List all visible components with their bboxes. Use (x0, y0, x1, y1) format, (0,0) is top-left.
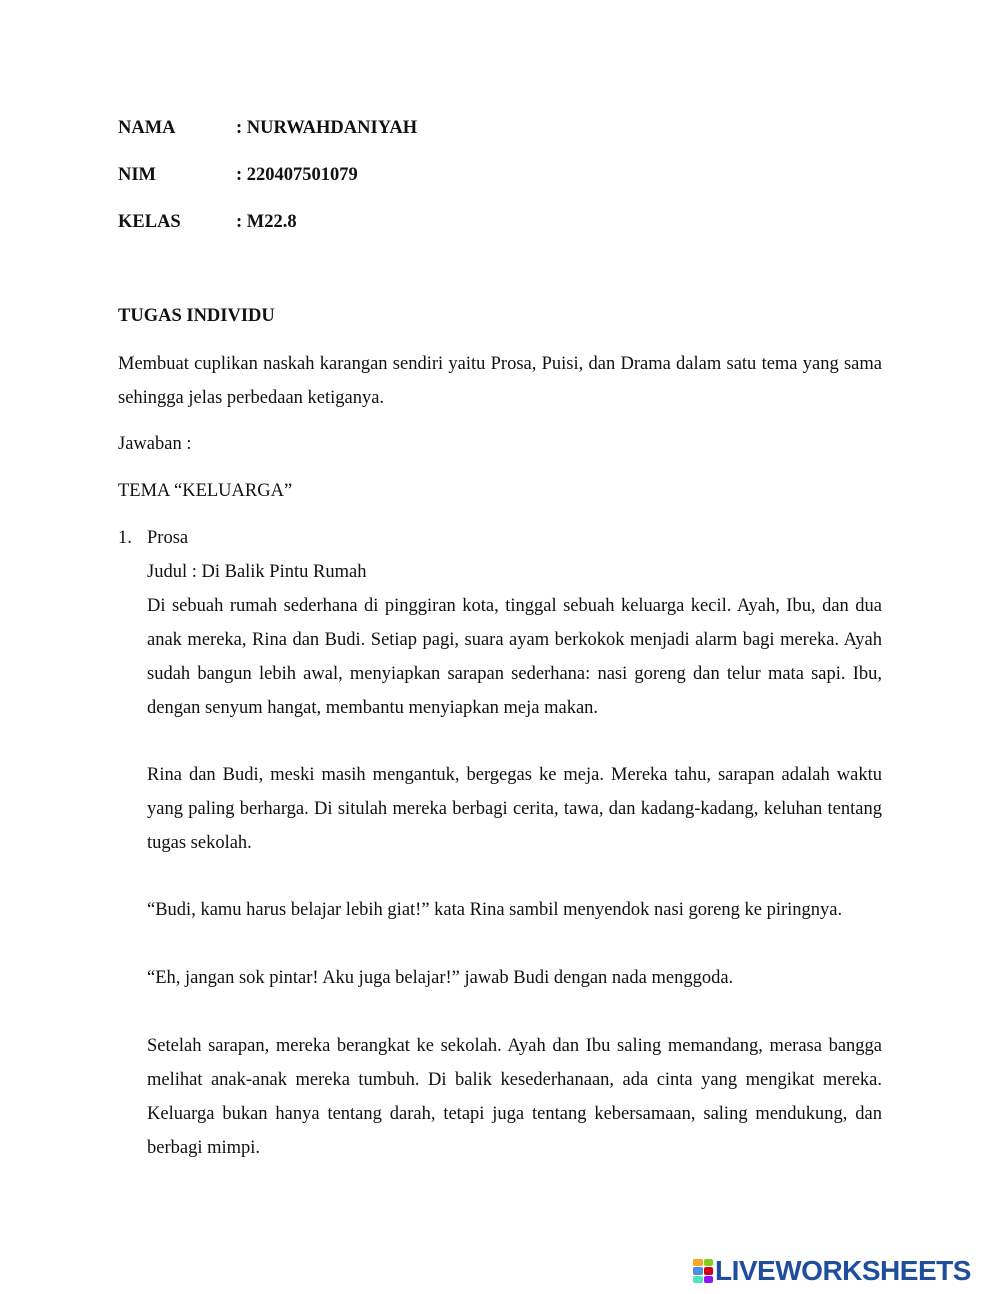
task-title: TUGAS INDIVIDU (118, 306, 275, 326)
answer-label: Jawaban : (118, 434, 192, 454)
prosa-paragraph-4: “Eh, jangan sok pintar! Aku juga belajar!” jawab Budi dengan nada menggoda. (147, 968, 734, 988)
nama-label: NAMA (118, 118, 176, 138)
list-number: 1. (118, 528, 132, 548)
kelas-label: KELAS (118, 212, 181, 232)
prosa-paragraph-1: Di sebuah rumah sederhana di pinggiran kota, tinggal sebuah keluarga kecil. Ayah, Ibu, dan dua anak mereka, Rina dan Budi. Setiap pagi, suara ayam berkokok menjadi alarm bagi mereka. Ayah sudah bangun lebih awal, menyiapkan sarapan sederhana: nasi goreng dan telur mata sapi. Ibu, dengan senyum hangat, membantu menyiapkan meja makan. (147, 596, 882, 718)
nama-row (118, 118, 417, 139)
nim-row (118, 165, 358, 186)
nama-value: : NURWAHDANIYAH (236, 118, 418, 138)
nim-value: : 220407501079 (236, 165, 358, 185)
prosa-heading: Prosa (147, 528, 189, 548)
nim-label: NIM (118, 165, 157, 185)
liveworksheets-watermark[interactable] (693, 1255, 971, 1287)
prosa-title: Judul : Di Balik Pintu Rumah (147, 562, 367, 582)
prosa-paragraph-2: Rina dan Budi, meski masih mengantuk, bergegas ke meja. Mereka tahu, sarapan adalah waktu yang paling berharga. Di situlah mereka berbagi cerita, tawa, dan kadang-kadang, keluhan tentang tugas sekolah. (147, 765, 882, 853)
kelas-value: : M22.8 (236, 212, 297, 232)
prosa-paragraph-3: “Budi, kamu harus belajar lebih giat!” kata Rina sambil menyendok nasi goreng ke piringnya. (147, 900, 843, 920)
task-instruction: Membuat cuplikan naskah karangan sendiri yaitu Prosa, Puisi, dan Drama dalam satu tema yang sama sehingga jelas perbedaan ketiganya. (118, 354, 882, 408)
theme-heading: TEMA “KELUARGA” (118, 481, 293, 501)
kelas-row (118, 212, 297, 233)
prosa-paragraph-5: Setelah sarapan, mereka berangkat ke sekolah. Ayah dan Ibu saling memandang, merasa bangga melihat anak-anak mereka tumbuh. Di balik kesederhanaan, ada cinta yang mengikat mereka. Keluarga bukan hanya tentang darah, tetapi juga tentang kebersamaan, saling mendukung, dan berbagi mimpi. (147, 1036, 882, 1158)
prosa-list-item (118, 528, 188, 549)
liveworksheets-logo-text: LIVEWORKSHEETS (715, 1255, 971, 1286)
liveworksheets-logo-icon (693, 1259, 713, 1283)
